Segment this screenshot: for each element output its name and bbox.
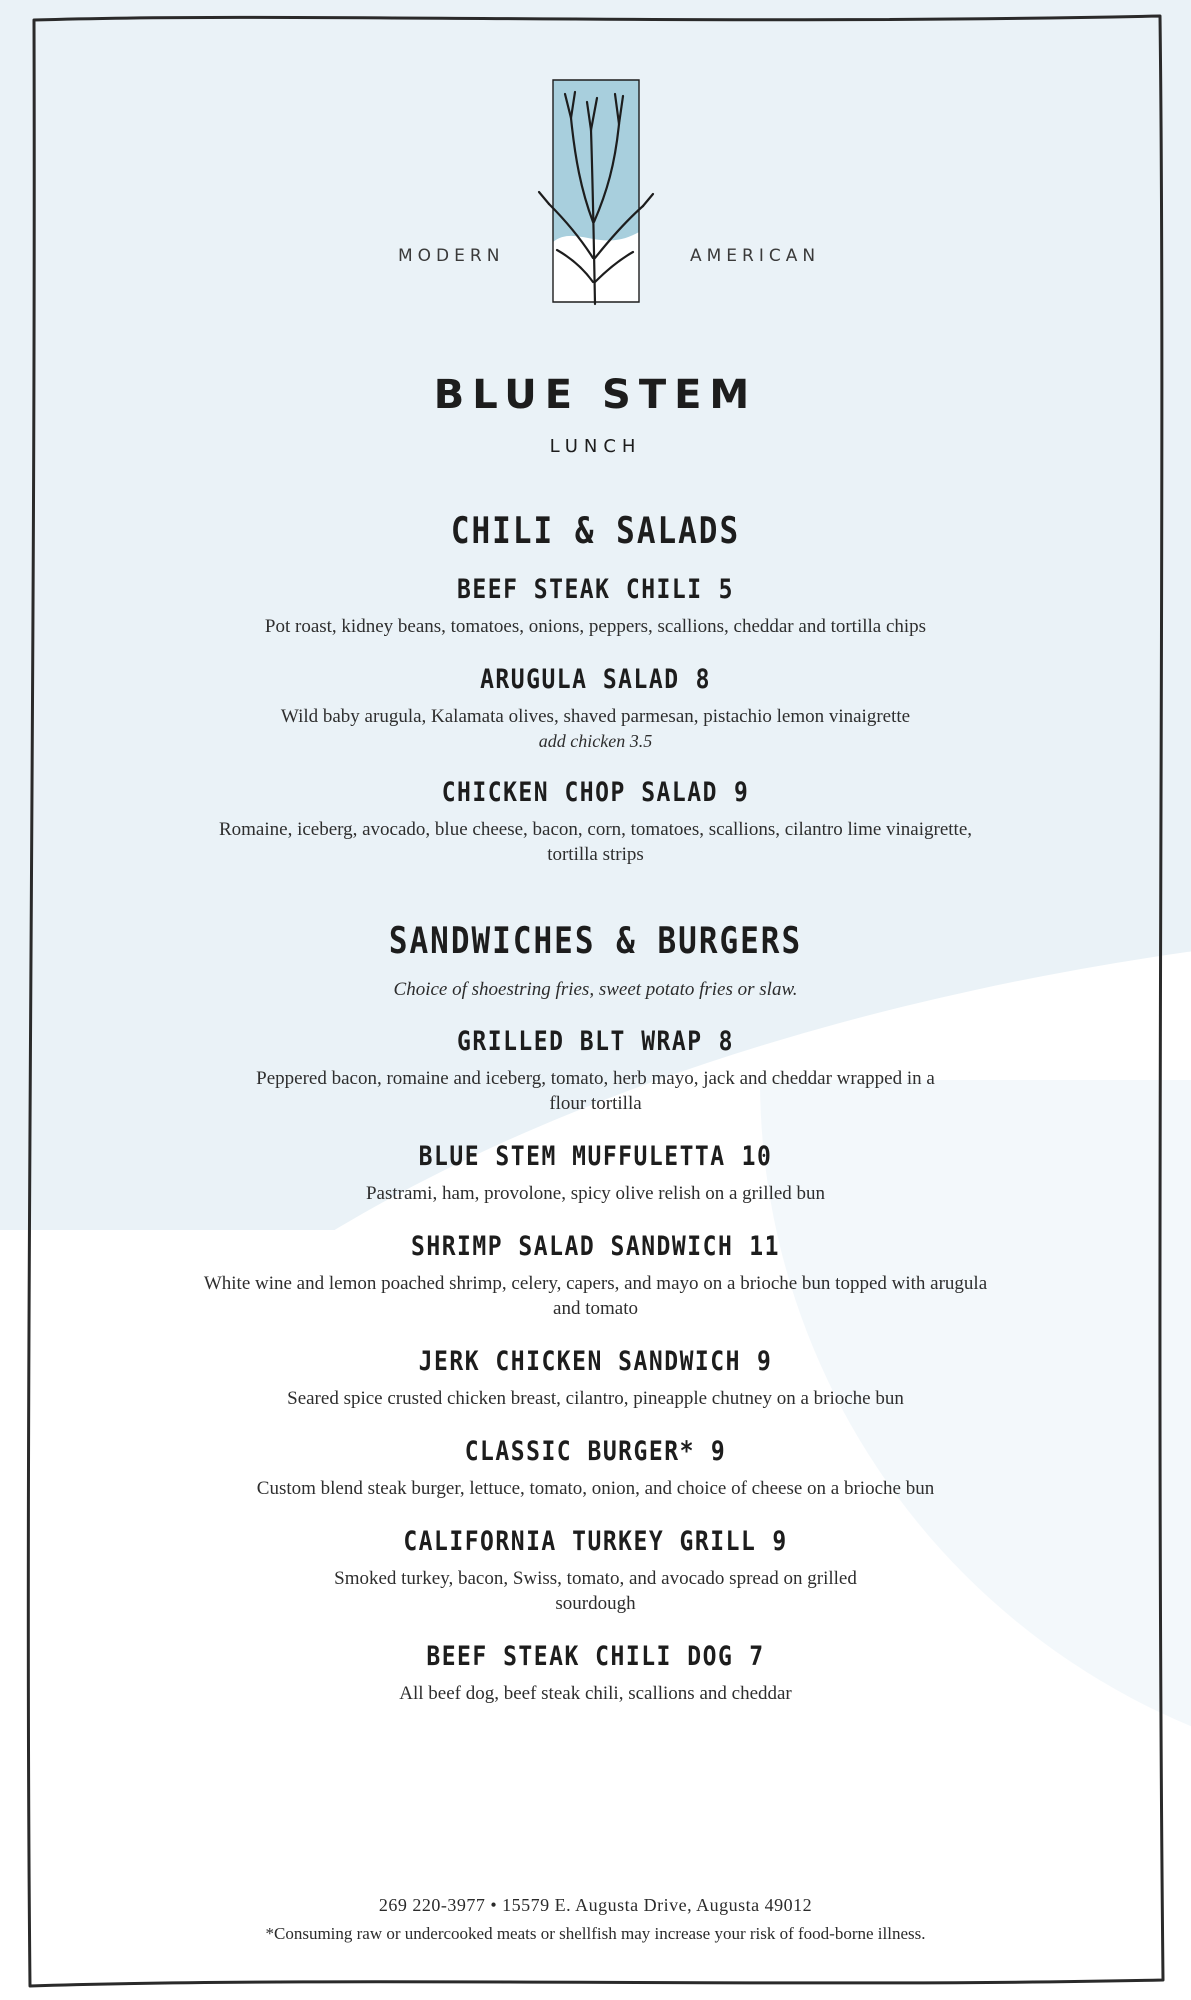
- menu-item-name: CALIFORNIA TURKEY GRILL: [403, 1527, 757, 1557]
- menu-item-description: Wild baby arugula, Kalamata olives, shaved parmesan, pistachio lemon vinaigrette: [280, 706, 911, 727]
- brand-meal-label: LUNCH: [549, 436, 642, 457]
- logo-word-american: AMERICAN: [690, 246, 821, 266]
- menu-item-name: BEEF STEAK CHILI DOG: [426, 1642, 734, 1672]
- menu-item-name: BEEF STEAK CHILI: [457, 575, 703, 605]
- menu-item-addon: add chicken 3.5: [538, 731, 653, 751]
- section-title: CHILI & SALADS: [450, 509, 741, 553]
- menu-item-heading: [0, 1027, 1191, 1057]
- menu-item: [0, 1029, 1191, 1116]
- menu-item-price: 9: [710, 1437, 727, 1467]
- menu-item-price: 9: [733, 778, 750, 808]
- menu-item-price: 7: [749, 1642, 765, 1672]
- menu-item-price: 9: [772, 1527, 788, 1557]
- menu-section-chili-salads: [0, 509, 1191, 867]
- menu-item-name: CLASSIC BURGER*: [464, 1437, 695, 1467]
- menu-item-description: Peppered bacon, romaine and iceberg, tomato, herb mayo, jack and cheddar wrapped in a flour tortilla: [256, 1068, 935, 1114]
- footer-contact: 269 220-3977 • 15579 E. Augusta Drive, Augusta 49012: [378, 1895, 813, 1915]
- menu-item-price: 5: [718, 575, 734, 605]
- menu-item-name: BLUE STEM MUFFULETTA: [418, 1142, 726, 1172]
- menu-item-description: Pot roast, kidney beans, tomatoes, onions, peppers, scallions, cheddar and tortilla chips: [264, 616, 927, 637]
- footer-disclaimer: *Consuming raw or undercooked meats or shellfish may increase your risk of food-borne illness.: [265, 1924, 926, 1943]
- menu-item: [0, 1644, 1191, 1706]
- section-note: Choice of shoestring fries, sweet potato fries or slaw.: [393, 979, 798, 1000]
- menu-item-description: Smoked turkey, bacon, Swiss, tomato, and avocado spread on grilled sourdough: [334, 1568, 857, 1614]
- footer: [0, 1895, 1191, 1944]
- menu-item-heading: [0, 1527, 1191, 1557]
- menu-item-heading: [0, 778, 1191, 808]
- menu-item-name: ARUGULA SALAD: [480, 665, 680, 695]
- menu-item: [0, 780, 1191, 867]
- brand-name: BLUE STEM: [433, 372, 758, 418]
- menu-item-name: JERK CHICKEN SANDWICH: [418, 1347, 741, 1377]
- menu-item-heading: [0, 1232, 1191, 1262]
- menu-item-name: CHICKEN CHOP SALAD: [441, 778, 718, 808]
- menu-item-heading: [0, 1347, 1191, 1377]
- menu-item-description: Seared spice crusted chicken breast, cilantro, pineapple chutney on a brioche bun: [287, 1388, 904, 1409]
- menu-item-heading: [0, 575, 1191, 605]
- menu-item-description: Pastrami, ham, provolone, spicy olive relish on a grilled bun: [365, 1183, 826, 1204]
- menu-item-description: White wine and lemon poached shrimp, celery, capers, and mayo on a brioche bun topped with arugula and tomato: [203, 1273, 988, 1319]
- menu-item-price: 11: [749, 1232, 780, 1262]
- menu-item-price: 8: [695, 665, 711, 695]
- menu-item-heading: [0, 665, 1191, 695]
- section-title: SANDWICHES & BURGERS: [388, 919, 803, 963]
- menu-item-heading: [0, 1642, 1191, 1672]
- menu-item-name: GRILLED BLT WRAP: [457, 1027, 703, 1057]
- logo-block: [0, 56, 1191, 306]
- menu-item: [0, 1349, 1191, 1411]
- menu-item-description: All beef dog, beef steak chili, scallions and cheddar: [399, 1683, 792, 1704]
- menu-item-price: 10: [741, 1142, 773, 1172]
- menu-item: [0, 1439, 1191, 1501]
- menu-item-price: 8: [718, 1027, 734, 1057]
- menu-item-price: 9: [756, 1347, 773, 1377]
- menu-item: [0, 1144, 1191, 1206]
- menu-item: [0, 1234, 1191, 1321]
- menu-section-sandwiches-burgers: [0, 919, 1191, 1706]
- menu-item: [0, 667, 1191, 752]
- menu-item-heading: [0, 1437, 1191, 1467]
- menu-item: [0, 1529, 1191, 1616]
- menu-item-name: SHRIMP SALAD SANDWICH: [411, 1232, 734, 1262]
- menu-item-description: Custom blend steak burger, lettuce, tomato, onion, and choice of cheese on a brioche bun: [256, 1478, 935, 1499]
- menu-item: [0, 577, 1191, 639]
- menu-item-description: Romaine, iceberg, avocado, blue cheese, bacon, corn, tomatoes, scallions, cilantro lime vinaigrette, tortilla strips: [218, 819, 973, 865]
- menu-item-heading: [0, 1142, 1191, 1172]
- logo-word-modern: MODERN: [398, 246, 505, 266]
- bluestem-grass-icon: [531, 72, 661, 312]
